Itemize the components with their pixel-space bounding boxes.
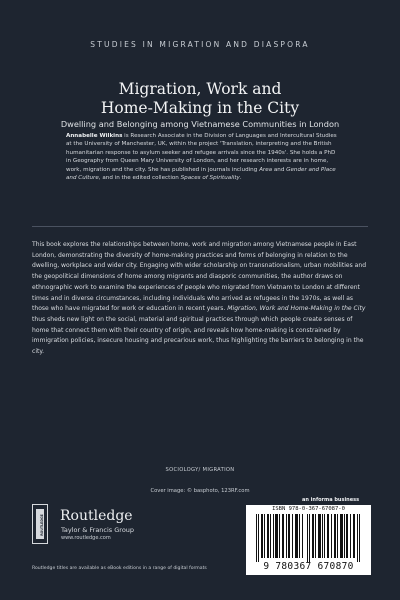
series-title: STUDIES IN MIGRATION AND DIASPORA [90, 40, 310, 49]
book-title-line-1: Migration, Work and [118, 80, 282, 98]
author-name: Annabelle Wilkins [66, 133, 123, 139]
isbn-label: ISBN 978-0-367-67087-0 [272, 506, 345, 512]
journal-area: Area [259, 166, 273, 173]
isbn-number: 9 780367 670870 [263, 561, 354, 572]
cover-image-credit: Cover image: © basphoto, 123RF.com [150, 488, 250, 494]
book-subtitle: Dwelling and Belonging among Vietnamese Communities in London [60, 119, 340, 129]
ebook-note: Routledge titles are available as eBook editions in a range of digital formats [32, 566, 207, 571]
collection-title: Spaces of Spirituality [180, 175, 240, 182]
author-bio [66, 132, 338, 182]
blurb-text-1: This book explores the relationships between home, work and migration among Vietnamese people in East London, demonstrating the diversity of home-making practices and forms of belonging in relation to the dwelling, workplace and wider city. Engaging with wider scholarship on transnationalism, urban mobilities and the geopolitical dimensions of home among migrants and diasporic communities, the author draws on ethnographic work to examine the experiences of people who migrated from Vietnam to London at different times and in diverse circumstances, including individuals who arrived as refugees in the 1970s, as well as those who have migrated for work or education in recent years. [32, 241, 367, 313]
book-title-line-2: Home-Making in the City [100, 99, 300, 117]
routledge-logo-text: ROUTLEDGE [39, 514, 44, 536]
divider-rule [32, 226, 368, 227]
bio-text-3: , and in the edited collection [98, 175, 181, 182]
isbn-barcode [246, 505, 371, 575]
book-description [32, 240, 368, 358]
bio-text-4: . [239, 175, 242, 182]
journal-gender-place-culture: Gender and Place and Culture [66, 166, 336, 182]
bio-text-1: is Research Associate in the Division of Languages and Intercultural Studies at the University of Manchester, UK, within the project 'Translation, interpreting and the British humanitarian response to asylum seeker and refugee arrivals since the 1940s'. She holds a PhD in Geography from Queen Mary University of London, and her research interests are in home, work, migration and the city. She has published in journals including [66, 133, 337, 173]
informa-business-label: an informa business [302, 497, 360, 503]
subject-category: SOCIOLOGY/ MIGRATION [165, 467, 235, 473]
publisher-url: www.routledge.com [61, 535, 111, 541]
blurb-text-2: thus sheds new light on the social, material and spiritual practices through which people create senses of home that connect them with their country of origin, and reveals how home-making is constrained by immigration policies, insecure housing and precarious work, thus highlighting the barriers to belonging in the city. [32, 315, 364, 356]
book-title [40, 80, 360, 118]
barcode-icon [256, 514, 361, 562]
bio-text-2: and [272, 166, 287, 173]
blurb-book-title: Migration, Work and Home-Making in the City [227, 305, 366, 313]
routledge-logo-icon [32, 504, 48, 544]
publisher-name: Routledge [60, 508, 133, 524]
publisher-group: Taylor & Francis Group [61, 526, 135, 534]
